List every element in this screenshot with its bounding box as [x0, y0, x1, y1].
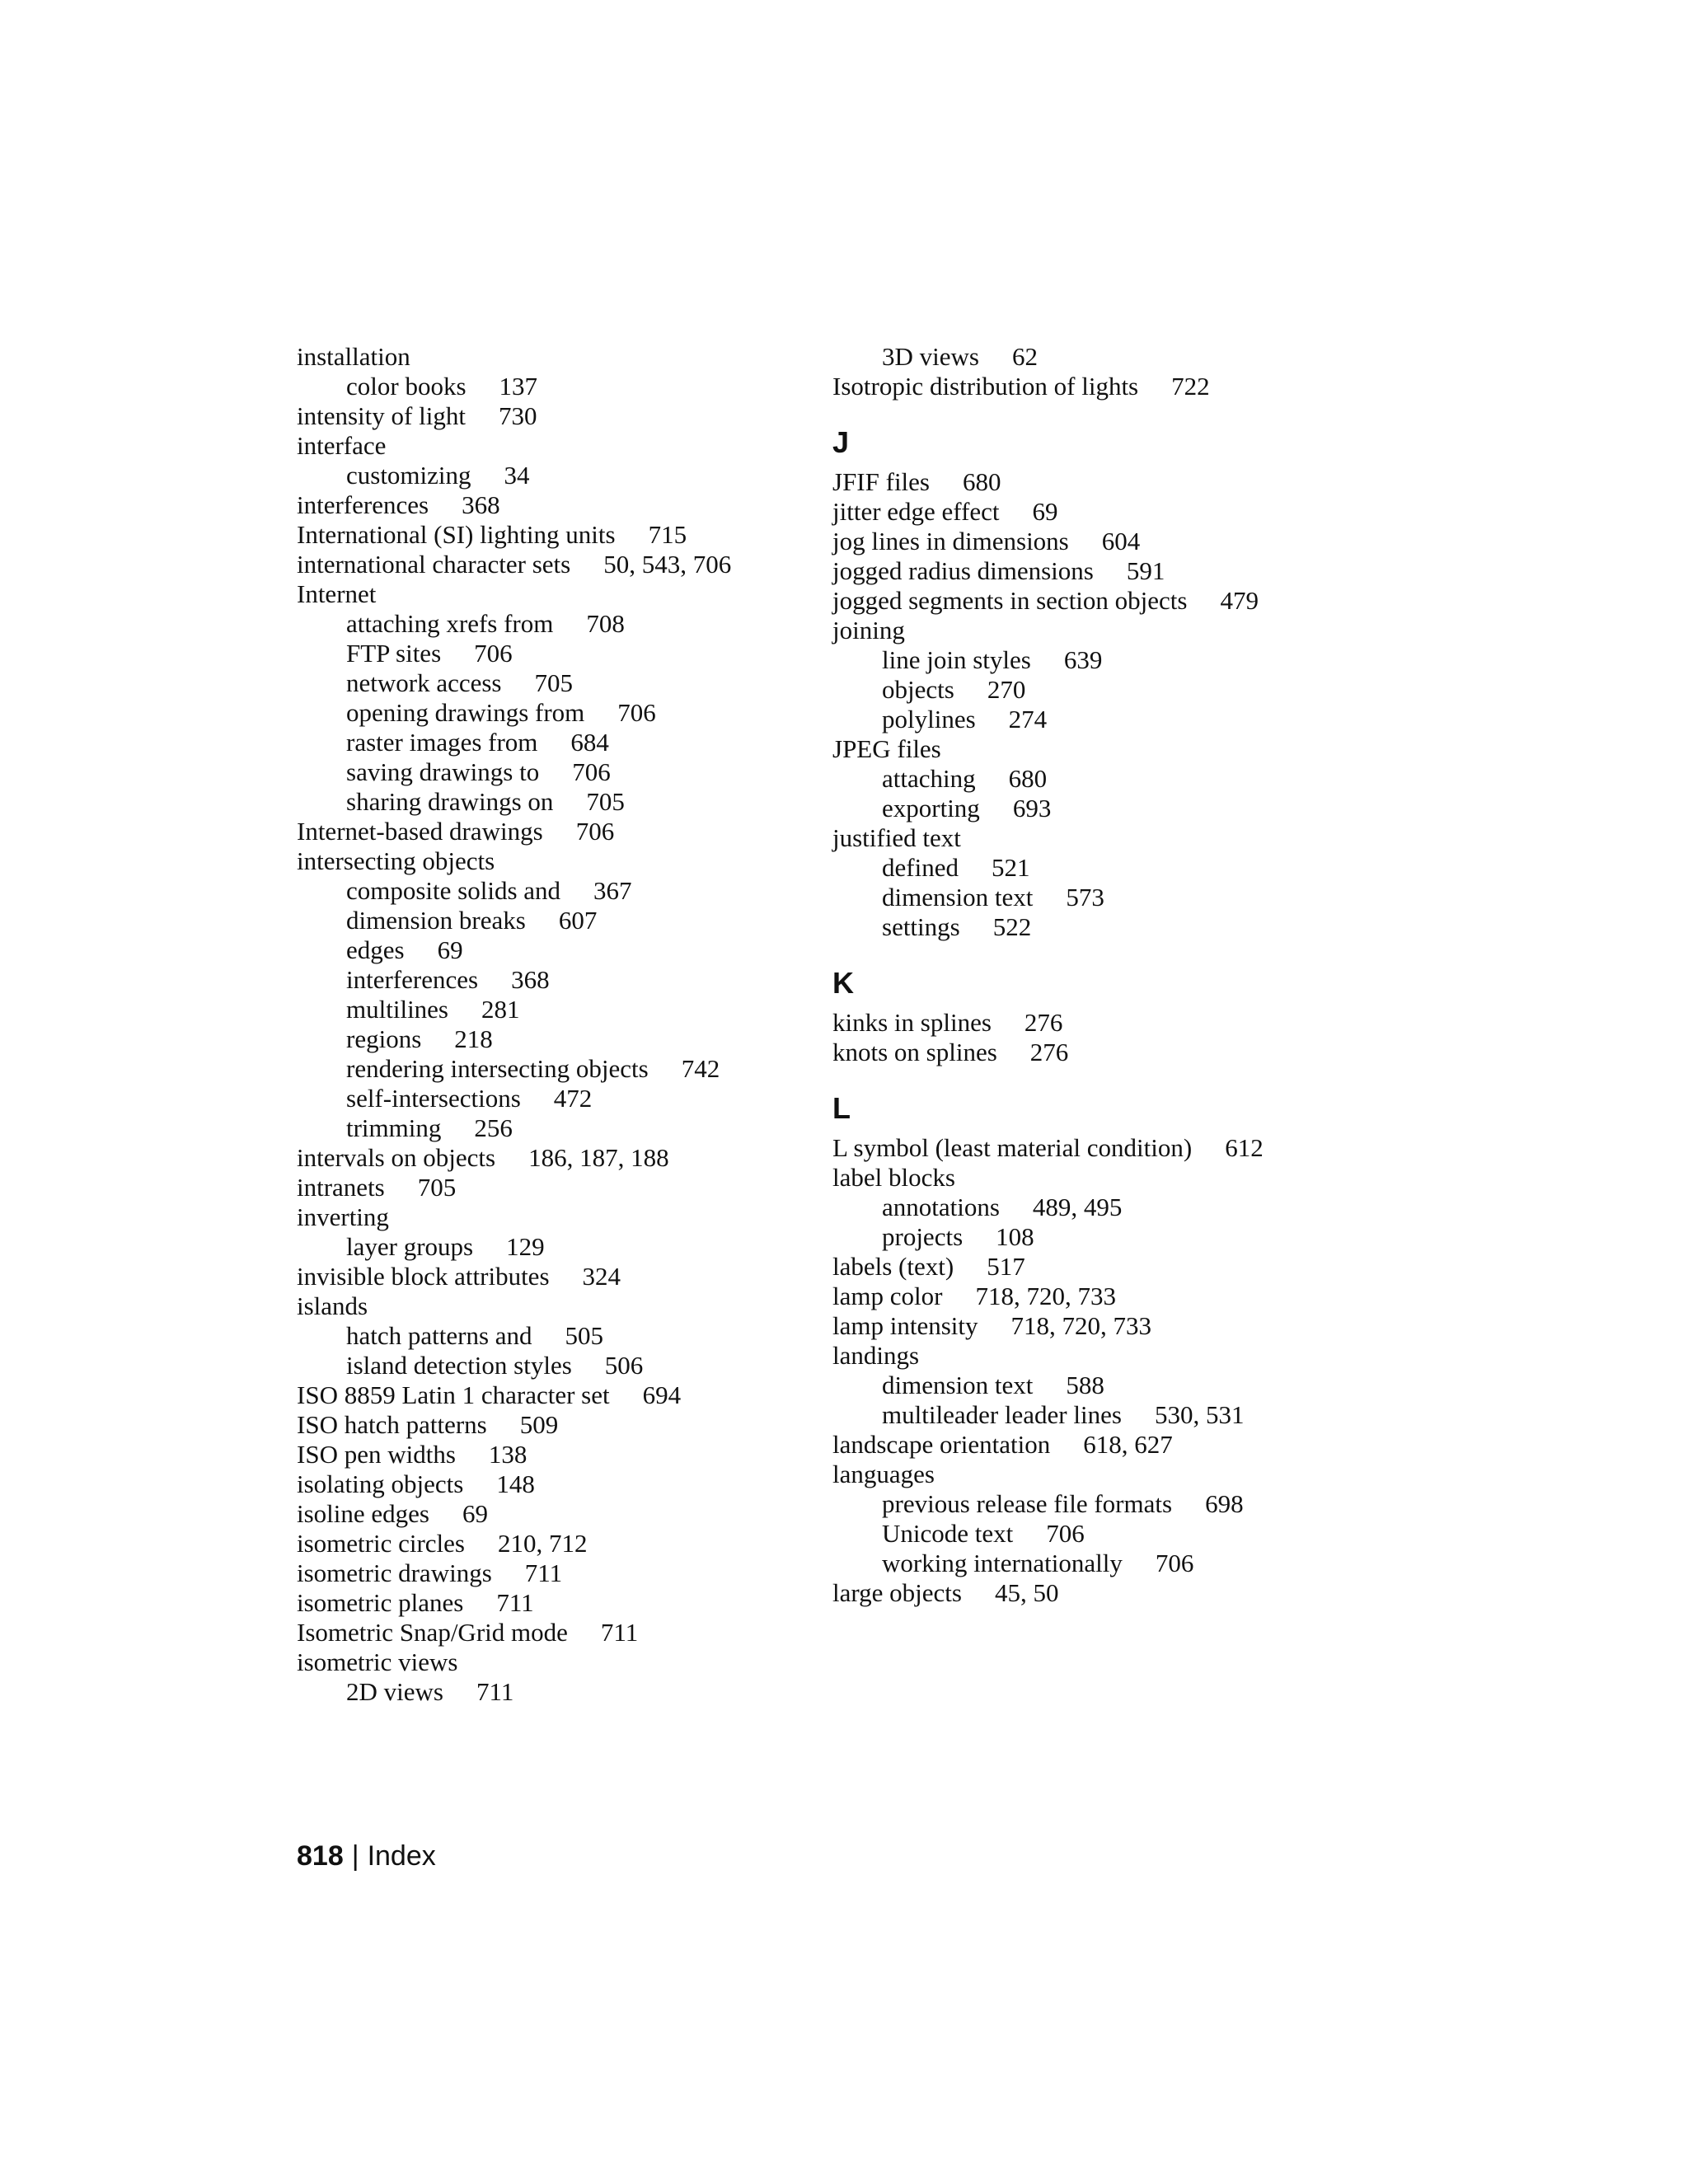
- entry-term: lamp intensity: [832, 1311, 978, 1340]
- entry-term: 2D views: [346, 1677, 443, 1706]
- index-subentry: [832, 675, 1343, 705]
- index-subentry: [297, 1024, 808, 1054]
- entry-term: isolating objects: [297, 1469, 464, 1498]
- entry-page-refs: 706: [1155, 1549, 1194, 1577]
- index-entry: [297, 1469, 808, 1499]
- index-subentry: [297, 876, 808, 906]
- entry-term: label blocks: [832, 1163, 955, 1192]
- entry-term: Isotropic distribution of lights: [832, 372, 1139, 401]
- index-entry: [832, 616, 1343, 645]
- entry-page-refs: 69: [437, 935, 463, 964]
- entry-page-refs: 368: [511, 965, 550, 994]
- entry-page-refs: 618, 627: [1083, 1430, 1173, 1459]
- index-subentry: [297, 1232, 808, 1262]
- index-entry: [297, 431, 808, 461]
- entry-page-refs: 210, 712: [498, 1529, 588, 1558]
- entry-term: FTP sites: [346, 639, 442, 668]
- index-entry: [832, 1341, 1343, 1371]
- entry-term: projects: [882, 1222, 964, 1251]
- index-entry: [832, 1282, 1343, 1311]
- entry-term: isometric drawings: [297, 1558, 492, 1587]
- letter-heading: L: [832, 1091, 851, 1125]
- index-entry: [297, 550, 808, 579]
- entry-page-refs: 367: [593, 876, 632, 905]
- entry-page-refs: 274: [1008, 705, 1048, 733]
- page-number: 818: [297, 1840, 344, 1872]
- entry-term: invisible block attributes: [297, 1262, 550, 1291]
- index-subentry: [297, 1351, 808, 1380]
- index-entry: [297, 579, 808, 609]
- entry-page-refs: 706: [617, 698, 656, 727]
- entry-term: objects: [882, 675, 954, 704]
- entry-term: island detection styles: [346, 1351, 572, 1380]
- entry-page-refs: 694: [642, 1380, 682, 1409]
- index-entry: [297, 1647, 808, 1677]
- entry-page-refs: 472: [553, 1084, 593, 1113]
- entry-term: inverting: [297, 1202, 389, 1231]
- entry-term: joining: [832, 616, 905, 644]
- entry-page-refs: 680: [1008, 764, 1048, 793]
- index-entry: [297, 1588, 808, 1618]
- entry-term: settings: [882, 912, 960, 941]
- entry-term: interface: [297, 431, 387, 460]
- entry-page-refs: 138: [488, 1440, 528, 1469]
- index-entry: [832, 1038, 1343, 1067]
- entry-page-refs: 270: [987, 675, 1026, 704]
- index-subentry: [297, 461, 808, 490]
- entry-page-refs: 698: [1205, 1489, 1244, 1518]
- entry-term: L symbol (least material condition): [832, 1133, 1193, 1162]
- entry-page-refs: 505: [565, 1321, 604, 1350]
- index-entry: [297, 1173, 808, 1202]
- index-subentry: [297, 1084, 808, 1113]
- index-subentry: [832, 1519, 1343, 1549]
- entry-page-refs: 711: [600, 1618, 639, 1647]
- entry-term: self-intersections: [346, 1084, 521, 1113]
- entry-term: islands: [297, 1291, 368, 1320]
- section-title: Index: [367, 1840, 436, 1872]
- entry-term: isometric views: [297, 1647, 458, 1676]
- index-subentry: [297, 639, 808, 668]
- entry-term: intensity of light: [297, 401, 466, 430]
- entry-page-refs: 588: [1066, 1371, 1104, 1399]
- entry-page-refs: 693: [1012, 794, 1052, 823]
- index-entry: [832, 1460, 1343, 1489]
- entry-term: rendering intersecting objects: [346, 1054, 649, 1083]
- index-subentry: [832, 764, 1343, 794]
- entry-term: landscape orientation: [832, 1430, 1051, 1459]
- index-entry: [832, 527, 1343, 556]
- index-column-right: [832, 342, 1343, 1608]
- entry-term: Internet: [297, 579, 377, 608]
- entry-page-refs: 276: [1029, 1038, 1069, 1066]
- index-subentry: [832, 1193, 1343, 1222]
- index-subentry: [297, 372, 808, 401]
- index-entry: [297, 342, 808, 372]
- entry-page-refs: 479: [1220, 586, 1259, 615]
- entry-term: multileader leader lines: [882, 1400, 1122, 1429]
- entry-page-refs: 711: [496, 1588, 534, 1617]
- entry-page-refs: 705: [586, 787, 625, 816]
- entry-term: ISO hatch patterns: [297, 1410, 487, 1439]
- index-subentry: [297, 935, 808, 965]
- entry-page-refs: 129: [506, 1232, 545, 1261]
- entry-page-refs: 706: [474, 639, 513, 668]
- entry-term: polylines: [882, 705, 976, 733]
- entry-term: Isometric Snap/Grid mode: [297, 1618, 568, 1647]
- entry-term: knots on splines: [832, 1038, 997, 1066]
- entry-page-refs: 108: [996, 1222, 1034, 1251]
- entry-term: JFIF files: [832, 467, 930, 496]
- index-column-left: [297, 342, 808, 1707]
- index-entry: [297, 520, 808, 550]
- index-subentry: [297, 906, 808, 935]
- entry-term: opening drawings from: [346, 698, 585, 727]
- entry-term: landings: [832, 1341, 920, 1370]
- index-subentry: [832, 1400, 1343, 1430]
- index-subentry: [297, 609, 808, 639]
- index-subentry: [832, 342, 1343, 372]
- entry-page-refs: 521: [991, 853, 1030, 882]
- index-entry: [297, 1558, 808, 1588]
- index-entry: [832, 556, 1343, 586]
- entry-term: interferences: [346, 965, 479, 994]
- index-entry: [832, 1578, 1343, 1608]
- entry-term: working internationally: [882, 1549, 1123, 1577]
- index-subentry: [297, 757, 808, 787]
- entry-page-refs: 148: [496, 1469, 535, 1498]
- entry-term: isoline edges: [297, 1499, 429, 1528]
- index-entry: [297, 817, 808, 846]
- entry-term: network access: [346, 668, 502, 697]
- index-subentry: [832, 1489, 1343, 1519]
- entry-page-refs: 706: [572, 757, 611, 786]
- index-subentry: [832, 1222, 1343, 1252]
- index-subentry: [832, 794, 1343, 823]
- entry-term: attaching xrefs from: [346, 609, 554, 638]
- entry-page-refs: 34: [504, 461, 530, 490]
- entry-term: hatch patterns and: [346, 1321, 532, 1350]
- entry-term: interferences: [297, 490, 429, 519]
- index-entry: [297, 401, 808, 431]
- entry-page-refs: 705: [534, 668, 573, 697]
- entry-page-refs: 522: [992, 912, 1032, 941]
- entry-term: Unicode text: [882, 1519, 1014, 1548]
- index-entry: [297, 1529, 808, 1558]
- entry-term: labels (text): [832, 1252, 954, 1281]
- index-subentry: [832, 705, 1343, 734]
- entry-page-refs: 517: [987, 1252, 1025, 1281]
- entry-term: intersecting objects: [297, 846, 495, 875]
- entry-page-refs: 718, 720, 733: [1010, 1311, 1152, 1340]
- footer-separator: |: [351, 1840, 359, 1872]
- entry-term: trimming: [346, 1113, 442, 1142]
- index-subentry: [297, 1321, 808, 1351]
- entry-term: lamp color: [832, 1282, 943, 1310]
- index-subentry: [297, 668, 808, 698]
- entry-term: ISO 8859 Latin 1 character set: [297, 1380, 610, 1409]
- index-entry: [832, 467, 1343, 497]
- index-entry: [297, 1618, 808, 1647]
- entry-page-refs: 684: [570, 728, 609, 757]
- entry-term: ISO pen widths: [297, 1440, 456, 1469]
- entry-term: saving drawings to: [346, 757, 540, 786]
- entry-page-refs: 281: [481, 995, 520, 1024]
- entry-term: regions: [346, 1024, 422, 1053]
- index-entry: [297, 1143, 808, 1173]
- index-entry: [832, 1008, 1343, 1038]
- index-subentry: [832, 912, 1343, 942]
- entry-term: attaching: [882, 764, 976, 793]
- entry-term: intranets: [297, 1173, 385, 1202]
- entry-term: installation: [297, 342, 410, 371]
- index-subentry: [297, 995, 808, 1024]
- letter-heading: J: [832, 425, 850, 459]
- index-entry: [832, 734, 1343, 764]
- entry-term: jog lines in dimensions: [832, 527, 1069, 555]
- index-subentry: [832, 1371, 1343, 1400]
- entry-term: sharing drawings on: [346, 787, 554, 816]
- entry-page-refs: 711: [476, 1677, 514, 1706]
- entry-page-refs: 730: [498, 401, 537, 430]
- index-subentry: [832, 853, 1343, 883]
- index-subentry: [832, 1549, 1343, 1578]
- entry-term: composite solids and: [346, 876, 561, 905]
- index-subentry: [297, 787, 808, 817]
- index-entry: [832, 1252, 1343, 1282]
- entry-page-refs: 218: [454, 1024, 493, 1053]
- entry-page-refs: 573: [1066, 883, 1104, 912]
- entry-term: jogged segments in section objects: [832, 586, 1188, 615]
- index-entry: [297, 1499, 808, 1529]
- entry-term: line join styles: [882, 645, 1031, 674]
- entry-page-refs: 612: [1225, 1133, 1264, 1162]
- entry-term: 3D views: [882, 342, 979, 371]
- index-entry: [832, 586, 1343, 616]
- entry-term: kinks in splines: [832, 1008, 992, 1037]
- page-footer: [297, 1840, 436, 1872]
- entry-page-refs: 639: [1063, 645, 1103, 674]
- entry-term: intervals on objects: [297, 1143, 496, 1172]
- entry-page-refs: 506: [604, 1351, 644, 1380]
- entry-page-refs: 708: [586, 609, 625, 638]
- entry-term: international character sets: [297, 550, 571, 579]
- entry-term: exporting: [882, 794, 980, 823]
- entry-term: JPEG files: [832, 734, 941, 763]
- entry-page-refs: 489, 495: [1032, 1193, 1123, 1221]
- entry-term: isometric planes: [297, 1588, 464, 1617]
- index-entry: [832, 1430, 1343, 1460]
- index-entry: [832, 372, 1343, 401]
- entry-term: raster images from: [346, 728, 538, 757]
- entry-page-refs: 137: [499, 372, 538, 401]
- entry-page-refs: 742: [681, 1054, 720, 1083]
- index-subentry: [832, 883, 1343, 912]
- entry-term: languages: [832, 1460, 935, 1488]
- entry-term: dimension text: [882, 1371, 1034, 1399]
- entry-term: large objects: [832, 1578, 962, 1607]
- letter-heading: K: [832, 966, 854, 1000]
- index-entry: [832, 1311, 1343, 1341]
- entry-page-refs: 711: [524, 1558, 563, 1587]
- entry-term: color books: [346, 372, 467, 401]
- index-entry: [297, 1380, 808, 1410]
- entry-page-refs: 591: [1126, 556, 1165, 585]
- index-entry: [832, 823, 1343, 853]
- index-entry: [297, 1202, 808, 1232]
- entry-page-refs: 706: [1046, 1519, 1085, 1548]
- index-entry: [297, 1291, 808, 1321]
- index-entry: [297, 1410, 808, 1440]
- entry-page-refs: 69: [462, 1499, 488, 1528]
- entry-page-refs: 509: [519, 1410, 559, 1439]
- entry-page-refs: 186, 187, 188: [528, 1143, 669, 1172]
- entry-page-refs: 706: [575, 817, 615, 846]
- entry-page-refs: 276: [1024, 1008, 1063, 1037]
- entry-term: annotations: [882, 1193, 1000, 1221]
- entry-page-refs: 680: [963, 467, 1001, 496]
- index-entry: [297, 490, 808, 520]
- entry-term: jogged radius dimensions: [832, 556, 1094, 585]
- index-entry: [832, 1133, 1343, 1163]
- index-entry: [832, 1163, 1343, 1193]
- entry-page-refs: 50, 543, 706: [603, 550, 732, 579]
- entry-page-refs: 256: [474, 1113, 513, 1142]
- entry-page-refs: 62: [1011, 342, 1038, 371]
- entry-term: jitter edge effect: [832, 497, 1000, 526]
- entry-page-refs: 368: [462, 490, 500, 519]
- entry-term: International (SI) lighting units: [297, 520, 616, 549]
- entry-term: customizing: [346, 461, 471, 490]
- entry-page-refs: 69: [1032, 497, 1058, 526]
- entry-page-refs: 607: [558, 906, 598, 935]
- index-subentry: [297, 1113, 808, 1143]
- index-subentry: [832, 645, 1343, 675]
- entry-page-refs: 324: [582, 1262, 621, 1291]
- entry-term: edges: [346, 935, 405, 964]
- entry-term: Internet-based drawings: [297, 817, 543, 846]
- entry-term: isometric circles: [297, 1529, 465, 1558]
- index-subentry: [297, 1677, 808, 1707]
- index-entry: [297, 1262, 808, 1291]
- entry-term: dimension breaks: [346, 906, 526, 935]
- index-entry: [297, 846, 808, 876]
- index-entry: [297, 1440, 808, 1469]
- entry-page-refs: 530, 531: [1154, 1400, 1245, 1429]
- index-subentry: [297, 698, 808, 728]
- entry-page-refs: 705: [417, 1173, 457, 1202]
- entry-page-refs: 715: [648, 520, 687, 549]
- entry-term: multilines: [346, 995, 448, 1024]
- entry-term: layer groups: [346, 1232, 474, 1261]
- entry-term: dimension text: [882, 883, 1034, 912]
- entry-term: justified text: [832, 823, 961, 852]
- index-entry: [832, 497, 1343, 527]
- index-subentry: [297, 728, 808, 757]
- entry-term: defined: [882, 853, 959, 882]
- entry-page-refs: 45, 50: [994, 1578, 1059, 1607]
- index-subentry: [297, 1054, 808, 1084]
- entry-term: previous release file formats: [882, 1489, 1173, 1518]
- entry-page-refs: 722: [1171, 372, 1210, 401]
- entry-page-refs: 604: [1101, 527, 1141, 555]
- index-subentry: [297, 965, 808, 995]
- entry-page-refs: 718, 720, 733: [975, 1282, 1116, 1310]
